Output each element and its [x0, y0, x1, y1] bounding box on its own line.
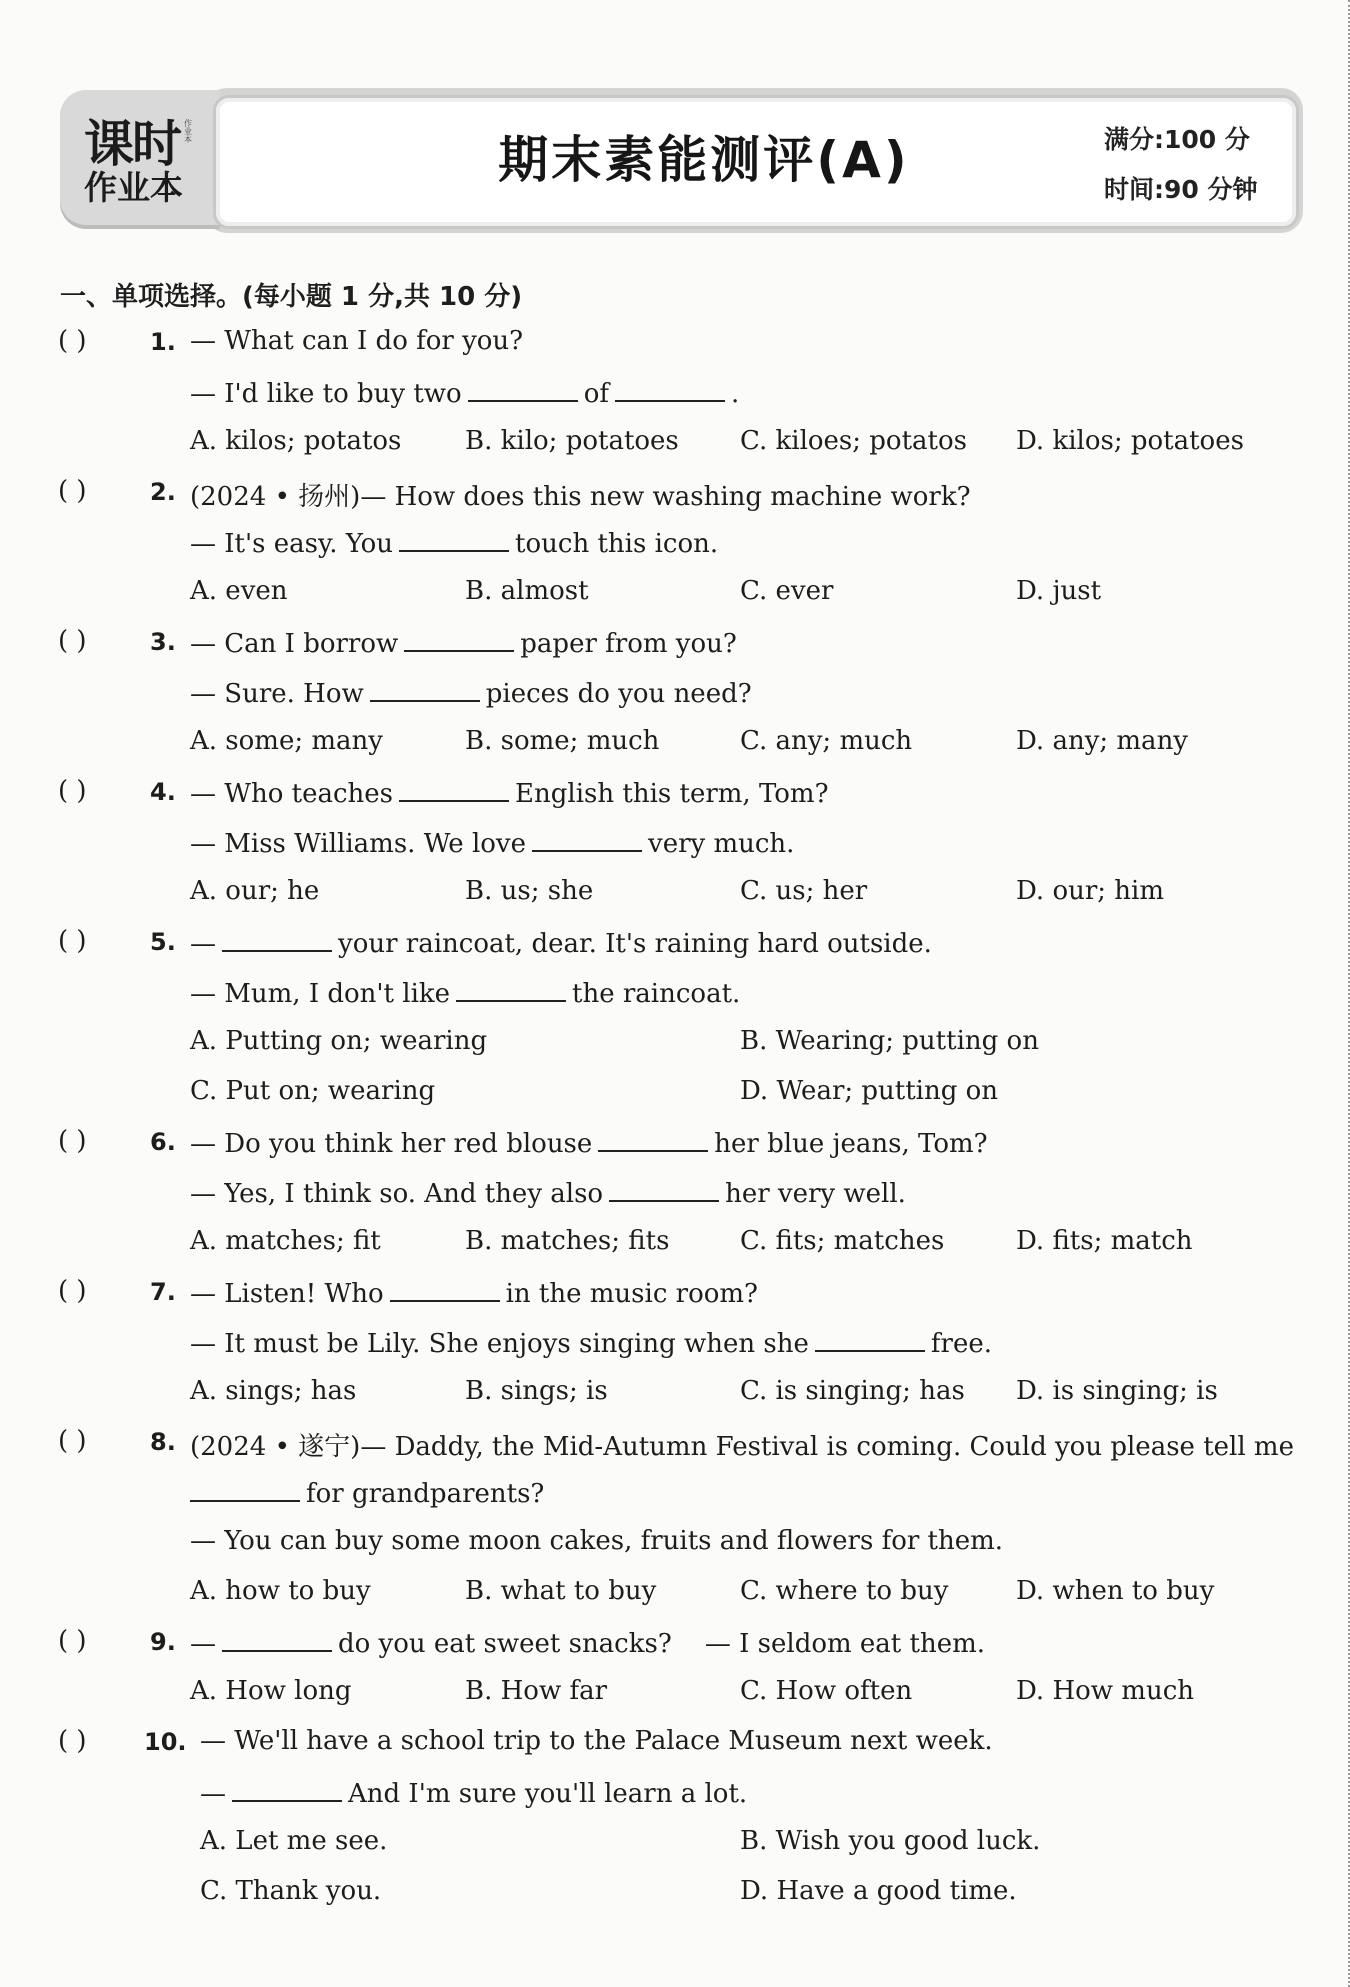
option-d[interactable]: D. fits; match [1016, 1226, 1193, 1256]
question-line: — Listen! Who in the music room? [190, 1276, 758, 1309]
option-a[interactable]: A. matches; fit [190, 1226, 381, 1256]
answer-paren[interactable]: ( ) [58, 1726, 87, 1756]
option-d[interactable]: D. Wear; putting on [740, 1076, 999, 1106]
option-a[interactable]: A. even [190, 576, 288, 606]
question-number: 3. [150, 628, 176, 656]
option-c[interactable]: C. us; her [740, 876, 868, 906]
answer-blank[interactable] [532, 826, 642, 852]
question-line: — I'd like to buy two of . [190, 376, 739, 409]
answer-blank[interactable] [468, 376, 578, 402]
option-d[interactable]: D. any; many [1016, 726, 1188, 756]
option-a[interactable]: A. sings; has [190, 1376, 357, 1406]
option-c[interactable]: C. any; much [740, 726, 913, 756]
section-title: 一、单项选择。(每小题 1 分,共 10 分) [60, 282, 523, 312]
option-b[interactable]: B. sings; is [465, 1376, 608, 1406]
option-d[interactable]: D. when to buy [1016, 1576, 1215, 1606]
question-line: — your raincoat, dear. It's raining hard outside. [190, 926, 932, 959]
answer-blank[interactable] [399, 526, 509, 552]
question-line: — We'll have a school trip to the Palace Museum next week. [200, 1726, 993, 1756]
logo-bottom-text: 作业本 [84, 168, 183, 207]
option-c[interactable]: C. kiloes; potatos [740, 426, 967, 456]
option-a[interactable]: A. Putting on; wearing [190, 1026, 488, 1056]
answer-blank[interactable] [615, 376, 725, 402]
answer-blank[interactable] [222, 926, 332, 952]
option-a[interactable]: A. how to buy [190, 1576, 371, 1606]
question-line: — Can I borrow paper from you? [190, 626, 737, 659]
question-line: — do you eat sweet snacks? — I seldom eat them. [190, 1626, 985, 1659]
answer-paren[interactable]: ( ) [58, 776, 87, 806]
option-b[interactable]: B. us; she [465, 876, 594, 906]
answer-blank[interactable] [609, 1176, 719, 1202]
answer-paren[interactable]: ( ) [58, 1126, 87, 1156]
question-number: 7. [150, 1278, 176, 1306]
page-title: 期末素能测评(A) [498, 131, 910, 189]
option-a[interactable]: A. kilos; potatos [190, 426, 402, 456]
option-b[interactable]: B. matches; fits [465, 1226, 670, 1256]
answer-paren[interactable]: ( ) [58, 926, 87, 956]
question-number: 9. [150, 1628, 176, 1656]
option-c[interactable]: C. Thank you. [200, 1876, 382, 1906]
question-line: — Sure. How pieces do you need? [190, 676, 752, 709]
option-c[interactable]: C. How often [740, 1676, 913, 1706]
option-b[interactable]: B. Wearing; putting on [740, 1026, 1039, 1056]
answer-paren[interactable]: ( ) [58, 1626, 87, 1656]
option-b[interactable]: B. kilo; potatoes [465, 426, 679, 456]
option-d[interactable]: D. kilos; potatoes [1016, 426, 1244, 456]
option-a[interactable]: A. Let me see. [200, 1826, 388, 1856]
question-number: 6. [150, 1128, 176, 1156]
answer-blank[interactable] [232, 1776, 342, 1802]
question-line: (2024 • 遂宁)— Daddy, the Mid-Autumn Festival is coming. Could you please tell me [190, 1432, 1294, 1462]
question-line: — What can I do for you? [190, 326, 524, 356]
option-b[interactable]: B. How far [465, 1676, 608, 1706]
question-line: — And I'm sure you'll learn a lot. [200, 1776, 747, 1809]
answer-blank[interactable] [390, 1276, 500, 1302]
option-d[interactable]: D. our; him [1016, 876, 1165, 906]
title-box [213, 95, 1299, 229]
question-line: — Do you think her red blouse her blue jeans, Tom? [190, 1126, 988, 1159]
logo-top-text: 课时 [84, 115, 180, 173]
option-b[interactable]: B. Wish you good luck. [740, 1826, 1041, 1856]
answer-paren[interactable]: ( ) [58, 326, 87, 356]
answer-blank[interactable] [404, 626, 514, 652]
logo-small-text: 作业本 [184, 119, 192, 144]
option-b[interactable]: B. some; much [465, 726, 660, 756]
option-b[interactable]: B. what to buy [465, 1576, 657, 1606]
answer-paren[interactable]: ( ) [58, 1276, 87, 1306]
answer-blank[interactable] [598, 1126, 708, 1152]
logo [60, 90, 220, 225]
answer-paren[interactable]: ( ) [58, 476, 87, 506]
question-line: — You can buy some moon cakes, fruits and flowers for them. [190, 1526, 1004, 1556]
answer-blank[interactable] [190, 1476, 300, 1502]
option-d[interactable]: D. Have a good time. [740, 1876, 1017, 1906]
option-d[interactable]: D. just [1016, 576, 1102, 606]
option-d[interactable]: D. is singing; is [1016, 1376, 1218, 1406]
page-edge-divider [1344, 0, 1350, 1987]
question-line: (2024 • 扬州)— How does this new washing machine work? [190, 482, 971, 512]
option-a[interactable]: A. How long [190, 1676, 352, 1706]
option-c[interactable]: C. is singing; has [740, 1376, 965, 1406]
question-number: 8. [150, 1428, 176, 1456]
full-score: 满分:100 分 [1104, 125, 1250, 154]
option-a[interactable]: A. our; he [190, 876, 320, 906]
answer-blank[interactable] [456, 976, 566, 1002]
option-a[interactable]: A. some; many [190, 726, 383, 756]
question-line: — Mum, I don't like the raincoat. [190, 976, 740, 1009]
option-d[interactable]: D. How much [1016, 1676, 1195, 1706]
question-number: 2. [150, 478, 176, 506]
question-number: 4. [150, 778, 176, 806]
question-line: — Who teaches English this term, Tom? [190, 776, 829, 809]
question-line: — It must be Lily. She enjoys singing when she free. [190, 1326, 992, 1359]
option-c[interactable]: C. fits; matches [740, 1226, 945, 1256]
question-line: for grandparents? [184, 1476, 544, 1509]
question-number: 10. [144, 1728, 187, 1756]
answer-blank[interactable] [222, 1626, 332, 1652]
question-line: — Yes, I think so. And they also her very well. [190, 1176, 906, 1209]
option-c[interactable]: C. Put on; wearing [190, 1076, 436, 1106]
answer-blank[interactable] [399, 776, 509, 802]
question-number: 5. [150, 928, 176, 956]
time-limit: 时间:90 分钟 [1104, 175, 1258, 204]
answer-paren[interactable]: ( ) [58, 626, 87, 656]
option-c[interactable]: C. ever [740, 576, 834, 606]
answer-blank[interactable] [815, 1326, 925, 1352]
option-b[interactable]: B. almost [465, 576, 589, 606]
question-line: — Miss Williams. We love very much. [190, 826, 794, 859]
answer-blank[interactable] [370, 676, 480, 702]
answer-paren[interactable]: ( ) [58, 1426, 87, 1456]
question-number: 1. [150, 328, 176, 356]
question-line: — It's easy. You touch this icon. [190, 526, 718, 559]
option-c[interactable]: C. where to buy [740, 1576, 949, 1606]
